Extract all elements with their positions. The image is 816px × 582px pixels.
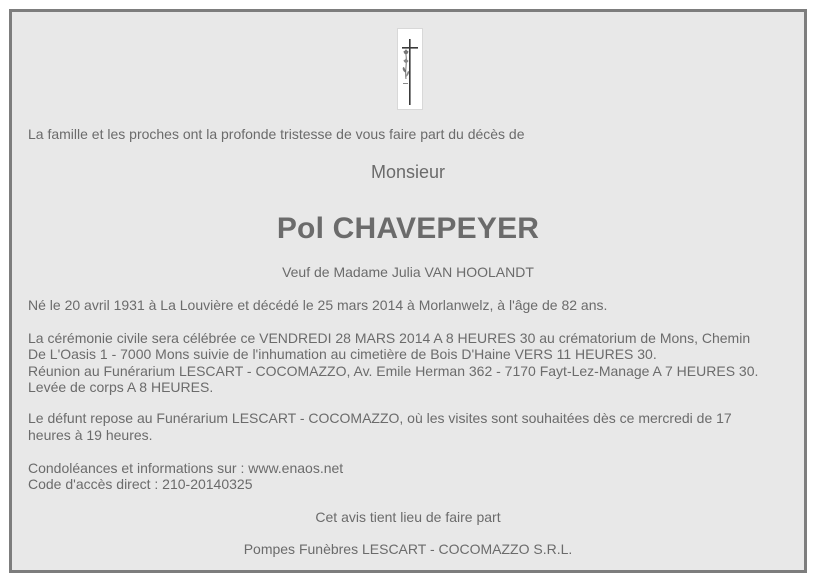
ceremony-line: Réunion au Funérarium LESCART - COCOMAZZO, Av. Emile Herman 362 - 7170 Fayt-Lez-Manage A 7 HEURES 30. — [28, 363, 759, 379]
condolences-line: Condoléances et informations sur : www.enaos.net — [28, 460, 344, 476]
ceremony-line: De L'Oasis 1 - 7000 Mons suivie de l'inhumation au cimetière de Bois D'Haine VERS 11 HEURES 30. — [28, 346, 657, 362]
obituary-notice — [9, 9, 807, 573]
honorific-title: Monsieur — [370, 162, 446, 182]
ceremony-line: La cérémonie civile sera célébrée ce VENDREDI 28 MARS 2014 A 8 HEURES 30 au crématorium de Mons, Chemin — [28, 330, 751, 346]
deceased-name: Pol CHAVEPEYER — [276, 212, 540, 245]
access-code-line: Code d'accès direct : 210-20140325 — [28, 476, 253, 492]
funeral-home-signature: Pompes Funèbres LESCART - COCOMAZZO S.R.L. — [243, 541, 573, 557]
ceremony-line: Levée de corps A 8 HEURES. — [28, 379, 214, 395]
visit-line: Le défunt repose au Funérarium LESCART - COCOMAZZO, où les visites sont souhaitées dès ce mercredi de 17 — [28, 410, 732, 426]
intro-text: La famille et les proches ont la profonde tristesse de vous faire part du décès de — [28, 126, 525, 142]
birth-death-line: Né le 20 avril 1931 à La Louvière et décédé le 25 mars 2014 à Morlanwelz, à l'âge de 82 ans. — [28, 297, 608, 313]
closing-note: Cet avis tient lieu de faire part — [315, 509, 501, 525]
spouse-line: Veuf de Madame Julia VAN HOOLANDT — [282, 264, 534, 280]
visit-line: heures à 19 heures. — [28, 427, 153, 443]
cross-with-lily-icon — [397, 28, 423, 110]
